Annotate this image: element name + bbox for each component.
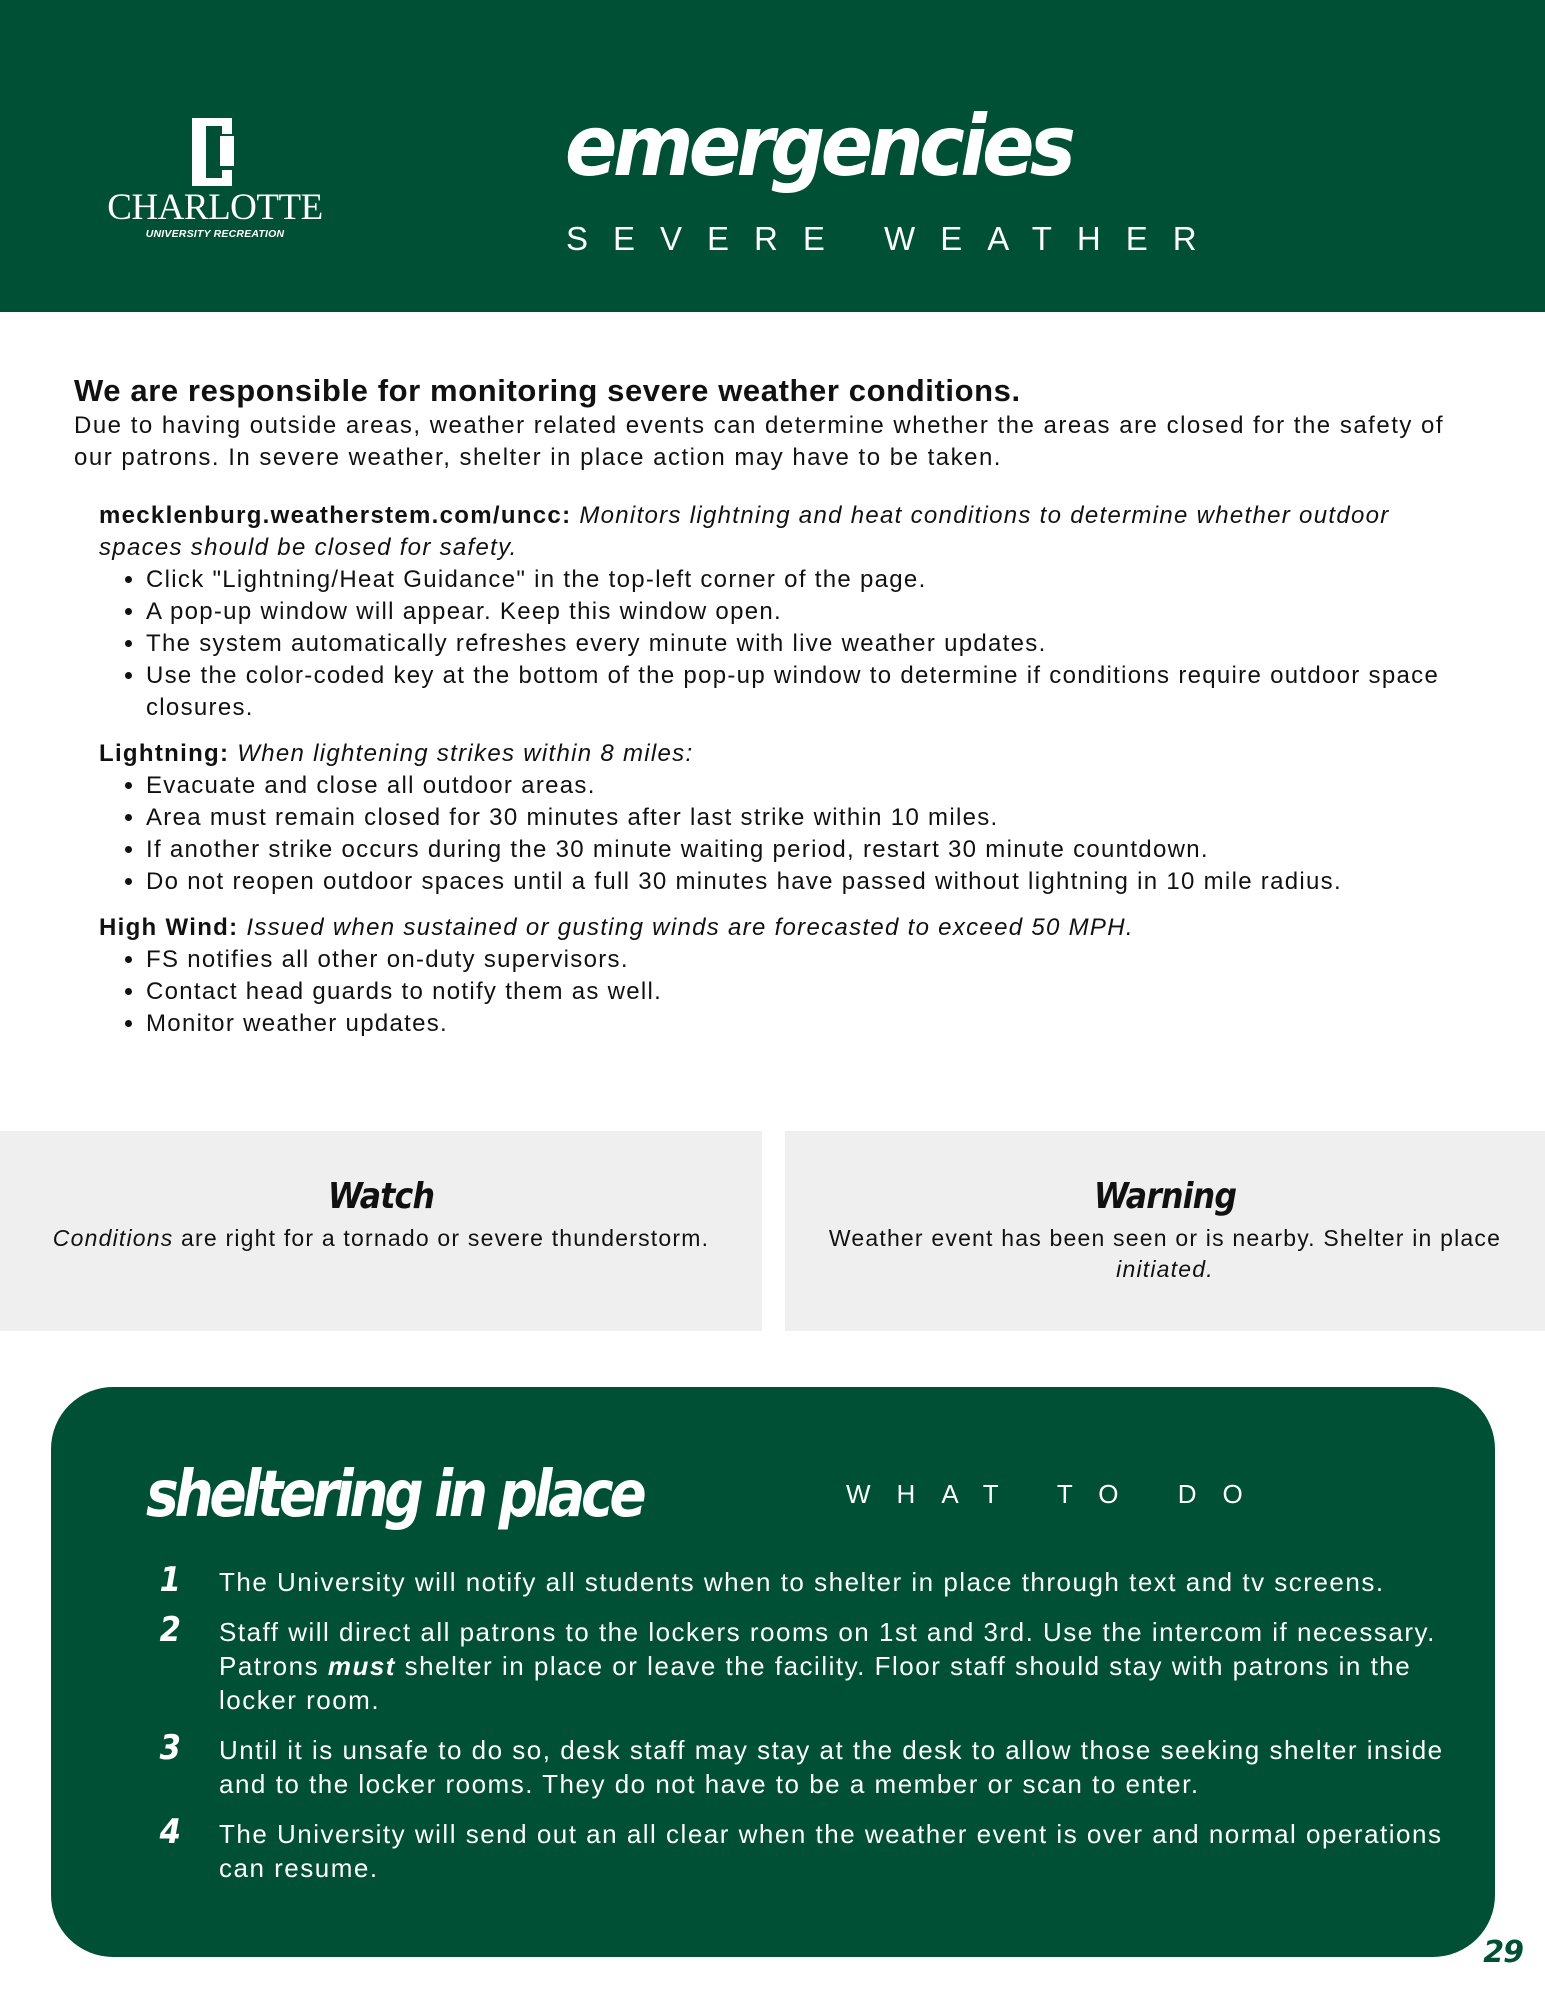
weatherstem-link[interactable]: mecklenburg.weatherstem.com/uncc: [99,502,572,529]
wind-desc: Issued when sustained or gusting winds are forecasted to exceed 50 MPH. [246,914,1134,941]
list-item: • Contact head guards to notify them as well. [146,976,1474,1008]
list-item: • Evacuate and close all outdoor areas. [146,770,1474,802]
step-text-after: shelter in place or leave the facility. Floor staff should stay with patrons in the locker room. [219,1651,1412,1715]
list-item: • The system automatically refreshes every minute with live weather updates. [146,628,1474,660]
watch-box [0,1131,762,1331]
intro-body: Due to having outside areas, weather related events can determine whether the areas are closed for the safety of our patrons. In severe weather, shelter in place action may have to be taken. [74,412,1445,471]
lightning-desc: When lightening strikes within 8 miles: [237,740,694,767]
list-item: • Do not reopen outdoor spaces until a full 30 minutes have passed without lightning in 10 mile radius. [146,866,1474,898]
step-number: 2 [159,1610,183,1650]
wind-label: High Wind: [99,914,239,941]
watch-body: are right for a tornado or severe thunderstorm. [173,1225,710,1251]
weatherstem-desc: Monitors lightning and heat conditions to determine whether outdoor spaces should be closed for safety. [99,502,1390,561]
page-title: emergencies [565,97,1072,195]
logo-subtitle: UNIVERSITY RECREATION [145,228,285,240]
list-item: • FS notifies all other on-duty supervisors. [146,944,1474,976]
wind-section [99,912,1474,1040]
watch-emphasis: Conditions [52,1225,174,1251]
wind-heading [99,912,1474,944]
watch-text [0,1223,762,1254]
main-content [74,372,1474,1040]
shelter-title: sheltering in place [146,1458,643,1532]
header-banner [0,0,1545,312]
charlotte-logo [100,118,330,248]
step-text: The University will notify all students when to shelter in place through text and tv screens. [219,1567,1385,1597]
warning-box [785,1131,1545,1331]
logo-wordmark: CHARLOTTE [107,187,323,228]
intro-heading: We are responsible for monitoring severe weather conditions. [74,373,1021,408]
lightning-list [99,770,1474,898]
step-text: Until it is unsafe to do so, desk staff may stay at the desk to allow those seeking shelter inside and to the locker rooms. They do not have to be a member or scan to enter. [219,1735,1444,1799]
shelter-steps [101,1560,1471,1901]
weatherstem-list [99,564,1474,724]
list-item: • Area must remain closed for 30 minutes after last strike within 10 miles. [146,802,1474,834]
list-item: • Click "Lightning/Heat Guidance" in the top-left corner of the page. [146,564,1474,596]
watch-title: Watch [327,1176,435,1217]
step-item [101,1610,1471,1717]
warning-body: Weather event has been seen or is nearby. Shelter in place [828,1225,1502,1251]
page-subtitle: SEVERE WEATHER [566,220,1222,257]
weatherstem-heading [99,500,1474,564]
step-text-before: Staff will direct all patrons to the lockers rooms on 1st and 3rd. Use the intercom if necessary. Patrons [219,1617,1436,1681]
step-emphasis: must [327,1651,396,1681]
charlotte-c-icon [184,118,240,186]
step-text: The University will send out an all clear when the weather event is over and normal operations can resume. [219,1819,1443,1883]
step-number: 1 [159,1560,183,1600]
step-item [101,1728,1471,1801]
wind-list [99,944,1474,1040]
list-item: • If another strike occurs during the 30 minute waiting period, restart 30 minute countdown. [146,834,1474,866]
warning-title: Warning [1093,1176,1237,1217]
step-number: 3 [159,1728,183,1768]
lightning-label: Lightning: [99,740,230,767]
list-item: • Use the color-coded key at the bottom of the pop-up window to determine if conditions require outdoor space closures. [146,660,1474,724]
page-number: 29 [1483,1935,1523,1970]
weatherstem-section [99,500,1474,724]
list-item: • Monitor weather updates. [146,1008,1474,1040]
warning-text [785,1223,1545,1285]
lightning-heading [99,738,1474,770]
warning-emphasis: initiated. [1116,1256,1214,1282]
list-item: • A pop-up window will appear. Keep this window open. [146,596,1474,628]
step-number: 4 [159,1812,183,1852]
lightning-section [99,738,1474,898]
step-item [101,1812,1471,1885]
step-item [101,1560,1471,1600]
shelter-panel [51,1387,1495,1957]
shelter-subtitle: WHAT TO DO [846,1479,1269,1509]
